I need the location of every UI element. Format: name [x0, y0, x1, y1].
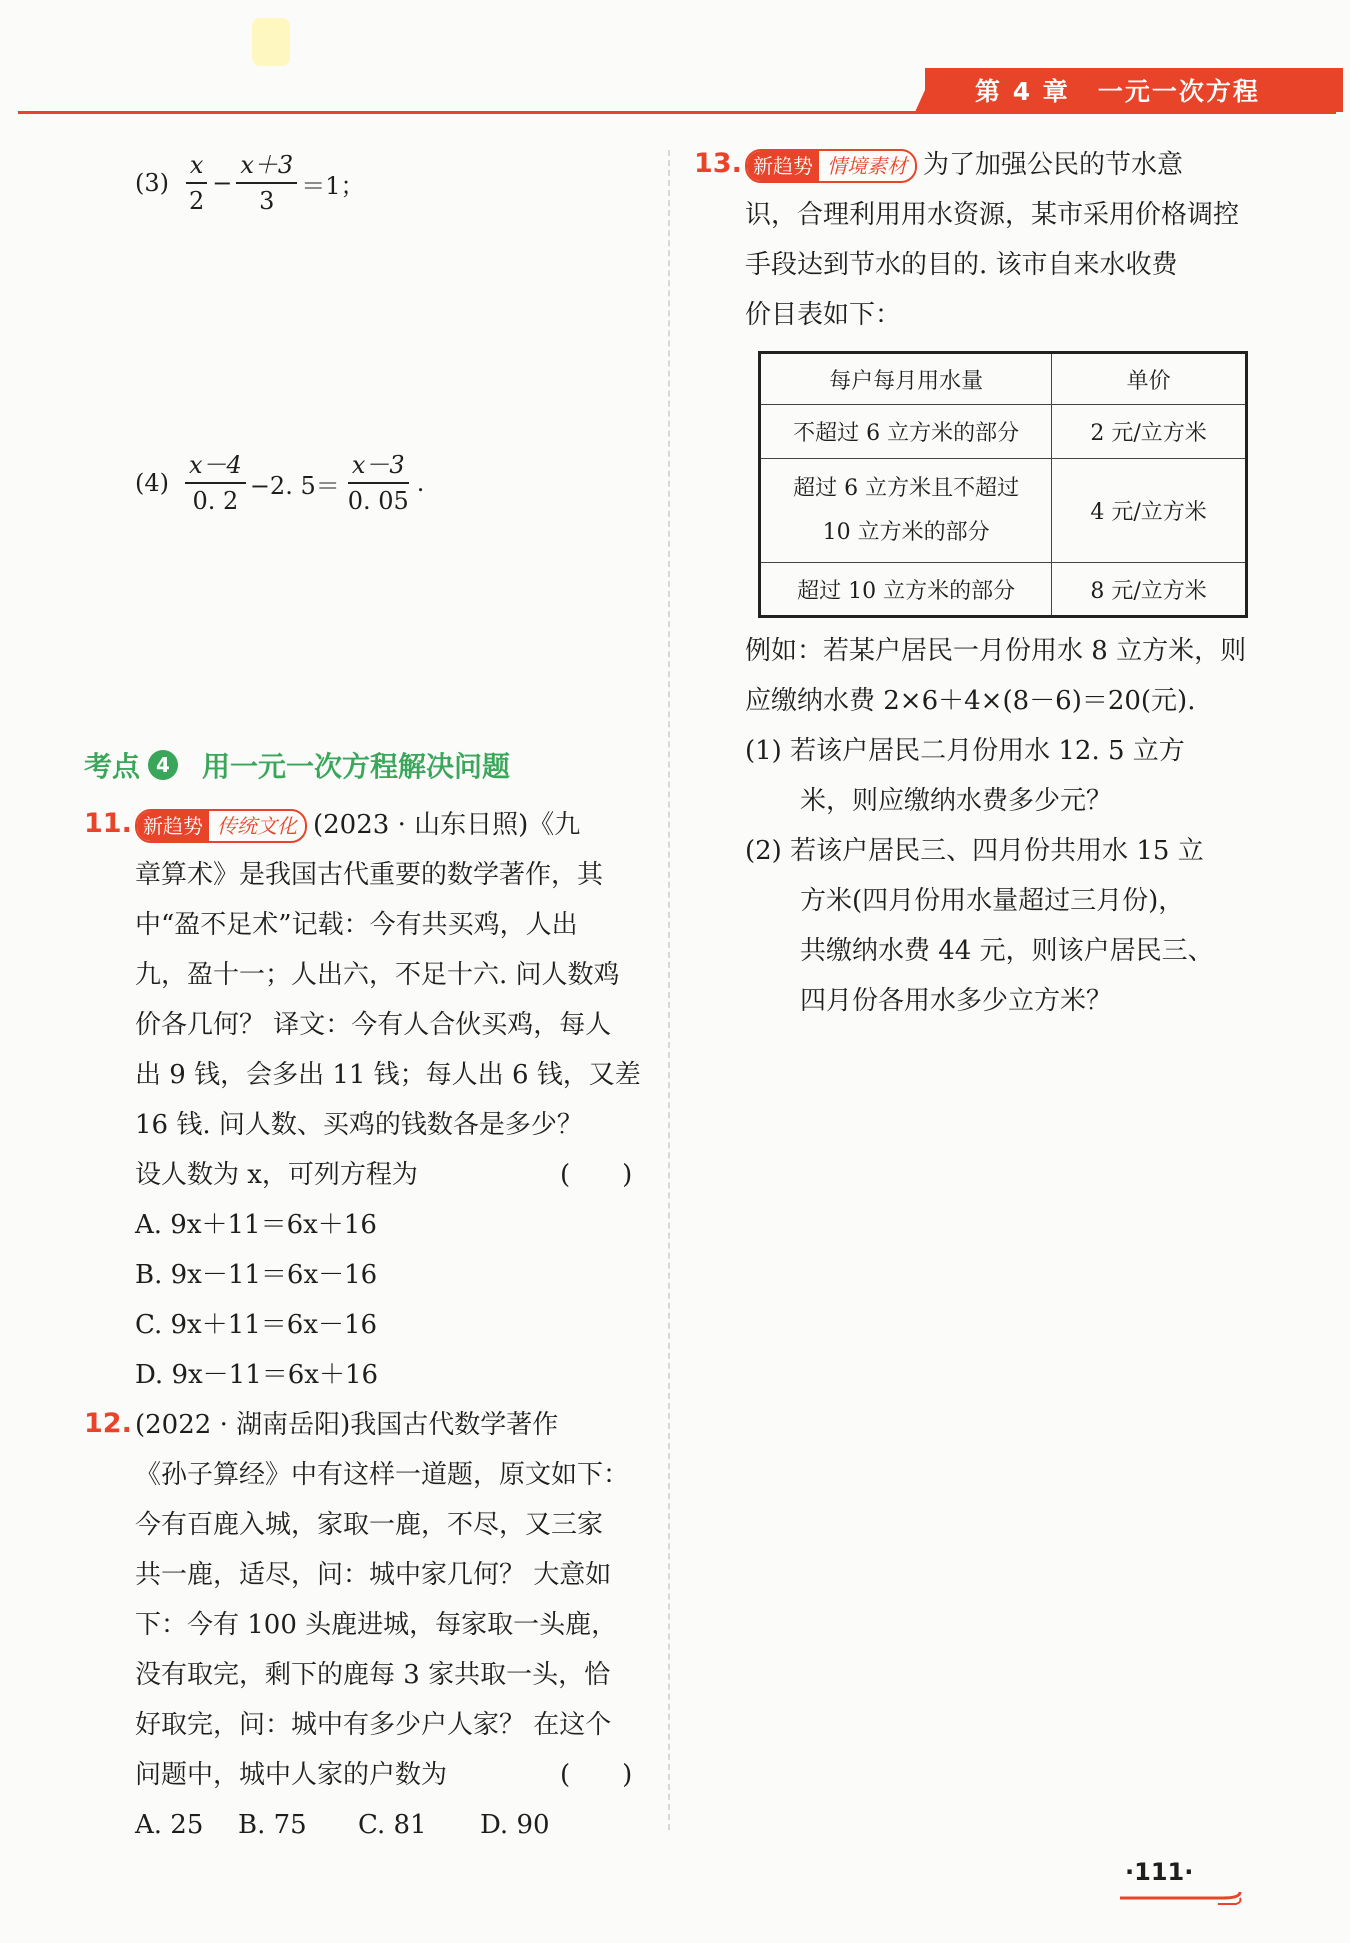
q11-badge	[135, 809, 307, 843]
section-prefix: 考点	[84, 750, 141, 783]
eq4-mid: −2. 5＝	[249, 471, 340, 500]
q13-sub1-line-2: 米，则应缴纳水费多少元？	[800, 786, 1113, 816]
header-rule	[18, 111, 1336, 114]
q11-text-3: 九，盈十一；人出六，不足十六. 问人数鸡	[135, 960, 620, 990]
table-row	[760, 563, 1247, 617]
q13-text-0: 为了加强公民的节水意	[923, 150, 1184, 180]
eq3-minus: −	[212, 169, 233, 197]
eq3-fraction-1	[185, 150, 208, 216]
q11-line-1	[135, 800, 580, 850]
q13-example-2: 应缴纳水费 2×6＋4×(8－6)＝20(元).	[745, 686, 1196, 716]
q13-sub2-line-1: (2) 若该户居民三、四月份共用水 15 立	[745, 836, 1204, 866]
eq4-fraction-1	[185, 450, 246, 516]
table-cell-price: 4 元/立方米	[1052, 459, 1247, 563]
q11-text-6: 16 钱. 问人数、买鸡的钱数各是多少？	[135, 1110, 583, 1140]
chapter-title: 一元一次方程	[1097, 77, 1260, 106]
equation-4	[135, 450, 424, 516]
table-row	[760, 405, 1247, 459]
q11-text-7: 设人数为 x，可列方程为	[135, 1160, 418, 1190]
q12-text-6: 好取完，问：城中有多少户人家？ 在这个	[135, 1710, 612, 1740]
q13-text-2: 手段达到节水的目的. 该市自来水收费	[745, 250, 1178, 280]
table-cell-usage-line-1: 超过 6 立方米且不超过	[793, 475, 1020, 501]
q12-number: 12.	[84, 1408, 132, 1439]
q13-badge-main: 新趋势	[747, 151, 819, 181]
q12-text-4: 下：今有 100 头鹿进城，每家取一头鹿，	[135, 1610, 618, 1640]
q11-number: 11.	[84, 808, 132, 839]
q13-line-1	[745, 140, 1183, 190]
q11-option-d: D. 9x－11＝6x＋16	[135, 1360, 379, 1390]
section-heading	[84, 745, 510, 785]
eq3-fraction-2	[236, 150, 297, 216]
eq3-f1-den: 2	[189, 187, 205, 215]
eq4-f1-den: 0. 2	[192, 487, 239, 515]
page-number: ·111·	[1125, 1858, 1194, 1886]
decorative-mark	[252, 18, 290, 66]
eq4-f2-num: x－3	[348, 450, 409, 484]
q11-text-0: (2023 · 山东日照)《九	[313, 810, 581, 840]
q13-text-3: 价目表如下：	[745, 300, 902, 330]
table-cell-usage: 不超过 6 立方米的部分	[760, 405, 1052, 459]
q11-text-2: 中“盈不足术”记载：今有共买鸡，人出	[135, 910, 578, 940]
q13-badge	[745, 149, 917, 183]
eq3-label: (3)	[135, 169, 169, 197]
q11-option-b: B. 9x－11＝6x－16	[135, 1260, 378, 1290]
q11-text-5: 出 9 钱，会多出 11 钱；每人出 6 钱，又差	[135, 1060, 641, 1090]
q11-badge-main: 新趋势	[137, 811, 209, 841]
q13-sub1-line-1: (1) 若该户居民二月份用水 12. 5 立方	[745, 736, 1185, 766]
chapter-tab	[925, 68, 1343, 112]
eq3-f2-den: 3	[259, 187, 275, 215]
table-header-price: 单价	[1052, 353, 1247, 405]
chapter-number: 第 4 章	[975, 77, 1070, 106]
q13-number: 13.	[694, 148, 742, 179]
eq3-rhs: ＝1；	[301, 171, 365, 200]
q12-text-7: 问题中，城中人家的户数为	[135, 1760, 448, 1790]
table-row	[760, 459, 1247, 563]
page-number-swoosh-icon	[1118, 1888, 1248, 1908]
q13-sub2-line-3: 共缴纳水费 44 元，则该户居民三、	[800, 936, 1214, 966]
eq4-f1-num: x－4	[185, 450, 246, 484]
q12-option-d: D. 90	[480, 1810, 550, 1840]
water-fee-table	[758, 351, 1248, 618]
section-number-badge: 4	[148, 750, 178, 780]
q11-badge-sub: 传统文化	[217, 814, 297, 838]
eq4-label: (4)	[135, 469, 169, 497]
eq3-f2-num: x＋3	[236, 150, 297, 184]
q13-text-1: 识，合理利用用水资源，某市采用价格调控	[745, 200, 1240, 230]
q11-option-c: C. 9x＋11＝6x－16	[135, 1310, 378, 1340]
column-divider	[668, 150, 670, 1830]
q12-option-b: B. 75	[238, 1810, 307, 1840]
q11-text-4: 价各几何？ 译文：今有人合伙买鸡，每人	[135, 1010, 612, 1040]
table-cell-price: 2 元/立方米	[1052, 405, 1247, 459]
eq3-f1-num: x	[186, 150, 208, 184]
table-cell-usage-line-2: 10 立方米的部分	[822, 519, 990, 545]
q11-answer-bracket: ( )	[560, 1160, 633, 1190]
q12-answer-bracket: ( )	[560, 1760, 633, 1790]
q12-text-5: 没有取完，剩下的鹿每 3 家共取一头，恰	[135, 1660, 611, 1690]
table-cell-price: 8 元/立方米	[1052, 563, 1247, 617]
q13-sub2-line-4: 四月份各用水多少立方米？	[800, 986, 1113, 1016]
q13-example-1: 例如：若某户居民一月份用水 8 立方米，则	[745, 636, 1247, 666]
table-header-usage: 每户每月用水量	[760, 353, 1052, 405]
equation-3	[135, 150, 364, 216]
table-cell-usage	[760, 459, 1052, 563]
section-title: 用一元一次方程解决问题	[202, 750, 511, 783]
q12-option-c: C. 81	[358, 1810, 427, 1840]
q11-text-1: 章算术》是我国古代重要的数学著作，其	[135, 860, 604, 890]
q12-text-3: 共一鹿，适尽，问：城中家几何？ 大意如	[135, 1560, 612, 1590]
q12-text-1: 《孙子算经》中有这样一道题，原文如下：	[135, 1460, 630, 1490]
q13-sub2-line-2: 方米(四月份用水量超过三月份)，	[800, 886, 1185, 916]
eq4-fraction-2	[344, 450, 413, 516]
q12-option-a: A. 25	[135, 1810, 204, 1840]
table-header-row	[760, 353, 1247, 405]
eq4-f2-den: 0. 05	[347, 487, 409, 515]
q12-text-0: (2022 · 湖南岳阳)我国古代数学著作	[135, 1410, 559, 1440]
eq4-end: .	[416, 469, 425, 497]
table-cell-usage: 超过 10 立方米的部分	[760, 563, 1052, 617]
q11-option-a: A. 9x＋11＝6x＋16	[135, 1210, 377, 1240]
q13-badge-sub: 情境素材	[827, 154, 907, 178]
q12-text-2: 今有百鹿入城，家取一鹿，不尽，又三家	[135, 1510, 604, 1540]
